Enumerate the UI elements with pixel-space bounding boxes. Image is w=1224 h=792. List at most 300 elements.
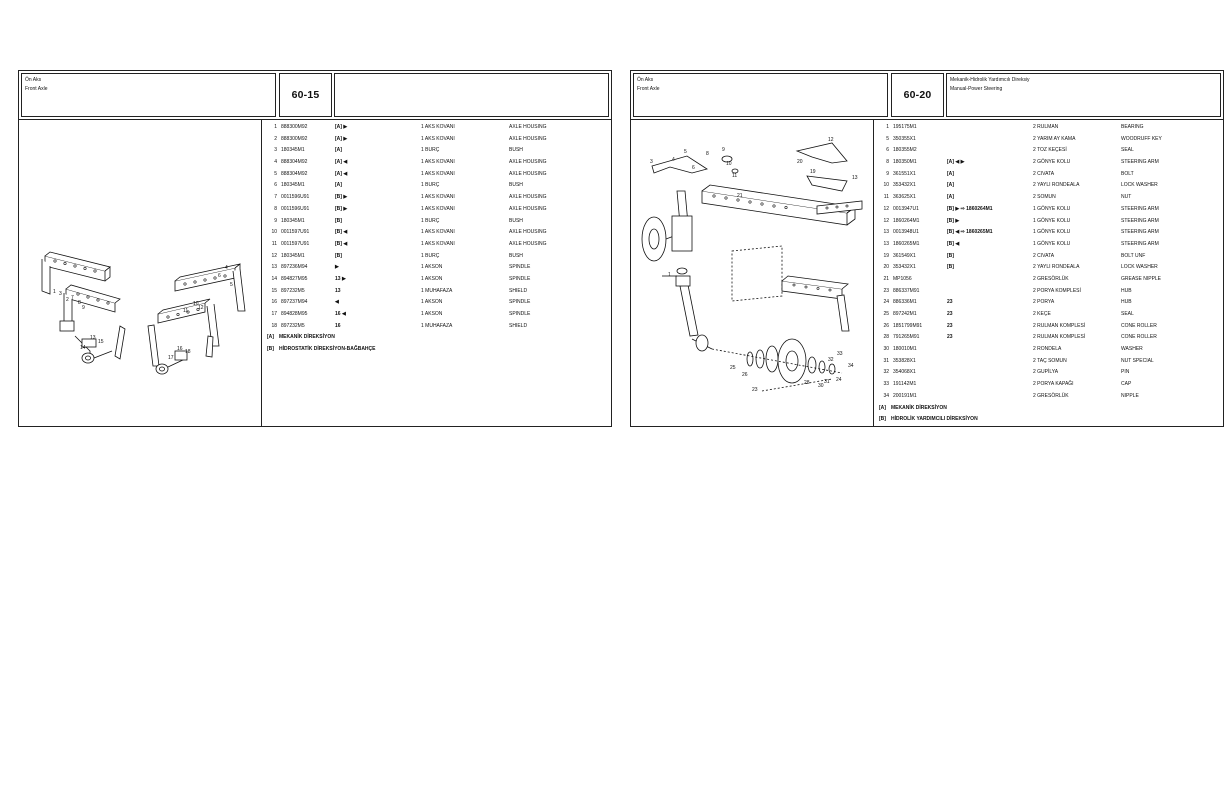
description-en: NUT SPECIAL — [1121, 357, 1154, 364]
qty-description-tr: 2 PORYA KOMPLESİ — [1033, 287, 1081, 294]
callout-18: 18 — [185, 349, 191, 355]
sheet-code-box — [891, 73, 944, 117]
model-flag: 23 — [947, 299, 953, 306]
ref-number: 5 — [886, 135, 889, 142]
parts-row — [877, 122, 1223, 134]
model-flag: [A] ◀ — [335, 170, 348, 177]
callout-6: 6 — [692, 165, 695, 171]
ref-number: 26 — [883, 322, 889, 329]
ref-number: 24 — [883, 299, 889, 306]
description-en: HUB — [1121, 287, 1132, 294]
description-en: SHIELD — [509, 287, 528, 294]
sheet-title-tr: Ön Aks — [25, 77, 42, 83]
parts-row — [877, 297, 1223, 309]
model-flag: ◀ — [335, 299, 339, 306]
parts-row — [265, 309, 611, 321]
qty-description-tr: 2 SOMUN — [1033, 194, 1056, 201]
sheet-code: 60-20 — [903, 89, 932, 101]
part-number: 886336M1 — [893, 299, 917, 306]
part-number: 0011596U91 — [281, 205, 310, 212]
part-number: 180350M1 — [893, 159, 917, 166]
parts-row — [265, 251, 611, 263]
model-flag: [B] ▶ — [335, 205, 348, 212]
description-en: WOODRUFF KEY — [1121, 135, 1162, 142]
qty-description-tr: 1 AKS KOVANI — [421, 135, 455, 142]
description-en: AXLE HOUSING — [509, 229, 547, 236]
ref-number: 20 — [883, 264, 889, 271]
part-number: 1860264M1 — [893, 217, 920, 224]
sheet-note-en: Manual-Power Steering — [950, 86, 1003, 92]
callout-25: 25 — [730, 365, 736, 371]
parts-row — [877, 367, 1223, 379]
parts-row — [877, 157, 1223, 169]
footnote-text: HİDROLİK YARDIMCILI DİREKSİYON — [891, 416, 978, 423]
model-flag: [B] — [335, 252, 342, 259]
callout-11: 11 — [732, 173, 738, 179]
qty-description-tr: 2 TOZ KEÇESİ — [1033, 147, 1067, 154]
part-number: 180010M1 — [893, 346, 917, 353]
part-number: 0013948U1 — [893, 229, 919, 236]
part-number: 200191M1 — [893, 392, 917, 399]
callout-3: 3 — [59, 291, 62, 297]
qty-description-tr: 2 RULMAN — [1033, 124, 1059, 130]
part-number: 0011596U91 — [281, 194, 310, 201]
part-number: 886337M91 — [893, 287, 920, 294]
parts-row — [265, 262, 611, 274]
model-flag: [B] — [947, 264, 954, 271]
part-number: 353432X1 — [893, 264, 916, 271]
footnote-text: MEKANİK DİREKSİYON — [891, 404, 947, 411]
footnote-key: [A] — [879, 404, 886, 411]
sheet-title-en: Front Axle — [25, 86, 48, 92]
qty-description-tr: 2 YARIM AY KAMA — [1033, 135, 1076, 142]
model-flag: 13 — [335, 287, 341, 294]
ref-number: 4 — [274, 159, 277, 166]
footnote — [877, 403, 1223, 415]
part-number: 191142M1 — [893, 381, 917, 388]
qty-description-tr: 1 AKS KOVANI — [421, 124, 455, 130]
qty-description-tr: 1 AKSON — [421, 264, 443, 271]
qty-description-tr: 2 KEÇE — [1033, 311, 1051, 317]
description-en: STEERING ARM — [1121, 229, 1159, 236]
description-en: AXLE HOUSING — [509, 194, 547, 201]
description-en: STEERING ARM — [1121, 240, 1159, 247]
model-flag: [A] ◀ — [335, 159, 348, 166]
parts-row — [877, 251, 1223, 263]
qty-description-tr: 1 AKS KOVANI — [421, 159, 455, 166]
ref-number: 5 — [274, 170, 277, 177]
callout-8: 8 — [78, 300, 81, 306]
ref-number: 21 — [883, 275, 889, 282]
part-number: 180345M1 — [281, 147, 305, 154]
parts-row — [877, 204, 1223, 216]
callout-7: 7 — [71, 295, 74, 301]
callout-23: 23 — [752, 387, 758, 393]
ref-number: 12 — [883, 217, 889, 224]
callout-10: 10 — [193, 301, 199, 307]
ref-number: 32 — [883, 369, 889, 376]
parts-row — [877, 332, 1223, 344]
callout-16: 16 — [177, 346, 183, 352]
parts-row — [265, 157, 611, 169]
sheet-title-tr: Ön Aks — [637, 77, 654, 83]
part-number: 897232M5 — [281, 287, 305, 294]
model-flag: [B] ▶ — [335, 194, 348, 201]
footnote-key: [A] — [267, 334, 274, 341]
model-flag: [A] ▶ — [335, 135, 348, 142]
model-flag: [A] — [335, 182, 342, 189]
qty-description-tr: 1 AKSON — [421, 311, 443, 317]
qty-description-tr: 2 GRESÖRLÜK — [1033, 392, 1069, 399]
parts-row — [265, 297, 611, 309]
description-en: BUSH — [509, 182, 523, 189]
description-en: SPINDLE — [509, 275, 531, 282]
qty-description-tr: 1 AKS KOVANI — [421, 205, 455, 212]
model-flag: 23 — [947, 311, 953, 317]
parts-list — [265, 122, 611, 356]
description-en: BEARING — [1121, 124, 1144, 130]
qty-description-tr: 2 PORYA KAPAĞI — [1033, 381, 1074, 388]
description-en: HUB — [1121, 299, 1132, 306]
parts-row — [877, 321, 1223, 333]
model-flag: 23 — [947, 334, 953, 341]
qty-description-tr: 1 BURÇ — [421, 252, 440, 259]
model-flag: [A] ◀ ▶ — [947, 159, 965, 166]
ref-number: 14 — [271, 275, 277, 282]
callout-12: 12 — [198, 305, 204, 311]
description-en: STEERING ARM — [1121, 159, 1159, 166]
footnote-key: [B] — [267, 346, 274, 353]
description-en: AXLE HOUSING — [509, 135, 547, 142]
parts-row — [877, 180, 1223, 192]
sheet-note-tr: Mekanik-Hidrolik Yardımcılı Direksiy — [950, 77, 1030, 83]
callout-17: 17 — [168, 355, 174, 361]
part-number: 897232M5 — [281, 322, 305, 329]
qty-description-tr: 2 CIVATA — [1033, 252, 1055, 259]
description-en: LOCK WASHER — [1121, 182, 1158, 189]
qty-description-tr: 2 RULMAN KOMPLESİ — [1033, 334, 1086, 341]
callout-12: 12 — [828, 137, 834, 143]
sheet-note-box — [946, 73, 1221, 117]
part-number: 791265M91 — [893, 334, 920, 341]
parts-row — [877, 169, 1223, 181]
qty-description-tr: 2 GRESÖRLÜK — [1033, 275, 1069, 282]
part-number: 361549X1 — [893, 252, 916, 259]
model-flag: [B] — [947, 252, 954, 259]
description-en: CONE ROLLER — [1121, 334, 1157, 341]
model-flag: [B] ▶ — [947, 217, 960, 224]
ref-number: 10 — [883, 182, 889, 189]
ref-number: 18 — [271, 322, 277, 329]
parts-row — [877, 262, 1223, 274]
description-en: AXLE HOUSING — [509, 170, 547, 177]
parts-row — [265, 274, 611, 286]
ref-number: 13 — [883, 229, 889, 236]
callout-5: 5 — [230, 282, 233, 288]
parts-row — [877, 391, 1223, 403]
parts-row — [265, 227, 611, 239]
sheet-title-box — [633, 73, 888, 117]
model-flag: 13 ▶ — [335, 275, 346, 282]
exploded-diagram-power-steering — [632, 121, 872, 426]
qty-description-tr: 2 YAYLI RONDEALA — [1033, 264, 1080, 271]
description-en: AXLE HOUSING — [509, 205, 547, 212]
qty-description-tr: 1 GÖNYE KOLU — [1033, 229, 1071, 236]
parts-row — [877, 286, 1223, 298]
callout-13: 13 — [90, 335, 96, 341]
callout-5: 5 — [684, 149, 687, 155]
description-en: NUT — [1121, 194, 1132, 201]
parts-row — [877, 379, 1223, 391]
parts-row — [265, 122, 611, 134]
description-en: NIPPLE — [1121, 392, 1139, 399]
part-number: 180345M1 — [281, 252, 305, 259]
description-en: SHIELD — [509, 322, 528, 329]
description-en: SEAL — [1121, 147, 1134, 154]
parts-row — [877, 356, 1223, 368]
part-number: 0011597U91 — [281, 240, 310, 247]
callout-31: 31 — [824, 379, 830, 385]
part-number: 0011597U91 — [281, 229, 310, 236]
ref-number: 10 — [271, 229, 277, 236]
exploded-diagram-front-axle — [20, 121, 260, 426]
ref-number: 31 — [883, 357, 889, 364]
callout-10: 10 — [726, 161, 732, 167]
qty-description-tr: 2 CIVATA — [1033, 170, 1055, 177]
qty-description-tr: 2 RULMAN KOMPLESİ — [1033, 322, 1086, 329]
description-en: BOLT — [1121, 170, 1134, 177]
qty-description-tr: 1 AKSON — [421, 275, 443, 282]
description-en: WASHER — [1121, 346, 1143, 353]
description-en: PIN — [1121, 369, 1130, 376]
part-number: 180345M1 — [281, 182, 305, 189]
sheet-title-en: Front Axle — [637, 86, 660, 92]
part-number: 354068X1 — [893, 369, 916, 376]
model-flag: [B] ◀ ⇨ 1860265M1 — [947, 229, 993, 236]
parts-row — [265, 204, 611, 216]
parts-row — [265, 192, 611, 204]
parts-row — [877, 216, 1223, 228]
ref-number: 12 — [271, 252, 277, 259]
callout-20: 20 — [797, 159, 803, 165]
model-flag: [A] — [947, 194, 954, 201]
description-en: SPINDLE — [509, 311, 531, 317]
parts-row — [877, 274, 1223, 286]
part-number: 180345M1 — [281, 217, 305, 224]
model-flag: [A] — [947, 182, 954, 189]
description-en: AXLE HOUSING — [509, 159, 547, 166]
part-number: 350355X1 — [893, 135, 916, 142]
model-flag: [B] ◀ — [335, 240, 348, 247]
ref-number: 7 — [274, 194, 277, 201]
parts-row — [265, 286, 611, 298]
ref-number: 8 — [886, 159, 889, 166]
ref-number: 8 — [274, 205, 277, 212]
callout-32: 32 — [828, 357, 834, 363]
sheet-note-box — [334, 73, 609, 117]
qty-description-tr: 2 GUPİLYA — [1033, 369, 1059, 376]
qty-description-tr: 2 RONDELA — [1033, 346, 1062, 353]
description-en: CAP — [1121, 381, 1132, 388]
ref-number: 16 — [271, 299, 277, 306]
description-en: CONE ROLLER — [1121, 322, 1157, 329]
model-flag: [B] — [335, 217, 342, 224]
part-number: 897236M94 — [281, 264, 308, 271]
model-flag: 16 ◀ — [335, 311, 346, 317]
part-number: 363625X1 — [893, 194, 916, 201]
description-en: STEERING ARM — [1121, 205, 1159, 212]
ref-number: 17 — [271, 311, 277, 317]
qty-description-tr: 2 YAYLI RONDEALA — [1033, 182, 1080, 189]
callout-4: 4 — [225, 265, 228, 271]
parts-row — [877, 309, 1223, 321]
qty-description-tr: 1 AKS KOVANI — [421, 170, 455, 177]
model-flag: ▶ — [335, 264, 339, 271]
ref-number: 2 — [274, 135, 277, 142]
description-en: BUSH — [509, 252, 523, 259]
footnote — [265, 332, 611, 344]
description-en: SEAL — [1121, 311, 1134, 317]
parts-row — [877, 145, 1223, 157]
description-en: AXLE HOUSING — [509, 240, 547, 247]
callout-28: 28 — [804, 380, 810, 386]
parts-row — [877, 239, 1223, 251]
description-en: SPINDLE — [509, 299, 531, 306]
parts-sheet-60-15 — [18, 70, 612, 427]
part-number: 897237M94 — [281, 299, 308, 306]
part-number: 888300M92 — [281, 124, 308, 130]
sheet-code-box — [279, 73, 332, 117]
ref-number: 30 — [883, 346, 889, 353]
part-number: 897242M1 — [893, 311, 917, 317]
model-flag: [A] — [335, 147, 342, 154]
qty-description-tr: 1 AKS KOVANI — [421, 240, 455, 247]
ref-number: 28 — [883, 334, 889, 341]
model-flag: [B] ◀ — [947, 240, 960, 247]
model-flag: [A] — [947, 170, 954, 177]
callout-34: 34 — [848, 363, 854, 369]
qty-description-tr: 1 AKS KOVANI — [421, 229, 455, 236]
callout-24: 24 — [836, 377, 842, 383]
callout-6: 6 — [218, 273, 221, 279]
part-number: 0013947U1 — [893, 205, 919, 212]
ref-number: 1 — [274, 124, 277, 130]
ref-number: 13 — [271, 264, 277, 271]
callout-15: 15 — [98, 339, 104, 345]
callout-11: 11 — [183, 308, 189, 314]
parts-row — [877, 227, 1223, 239]
description-en: LOCK WASHER — [1121, 264, 1158, 271]
ref-number: 25 — [883, 311, 889, 317]
part-number: 195175M1 — [893, 124, 917, 130]
ref-number: 13 — [883, 240, 889, 247]
callout-19: 19 — [810, 169, 816, 175]
part-number: 1860265M1 — [893, 240, 920, 247]
ref-number: 34 — [883, 392, 889, 399]
description-en: BUSH — [509, 147, 523, 154]
ref-number: 11 — [883, 194, 889, 201]
part-number: 361551X1 — [893, 170, 916, 177]
part-number: 180355M2 — [893, 147, 917, 154]
parts-list — [877, 122, 1223, 426]
callout-3: 3 — [650, 159, 653, 165]
qty-description-tr: 2 TAÇ SOMUN — [1033, 357, 1067, 364]
model-flag: [B] ▶ ⇨ 1860264M1 — [947, 205, 993, 212]
sheet-title-box — [21, 73, 276, 117]
callout-21: 21 — [737, 193, 743, 199]
qty-description-tr: 1 GÖNYE KOLU — [1033, 205, 1071, 212]
qty-description-tr: 1 AKS KOVANI — [421, 194, 455, 201]
qty-description-tr: 2 GÖNYE KOLU — [1033, 159, 1071, 166]
callout-4: 4 — [672, 157, 675, 163]
description-en: BUSH — [509, 217, 523, 224]
description-en: AXLE HOUSING — [509, 124, 547, 130]
parts-row — [265, 134, 611, 146]
parts-row — [877, 134, 1223, 146]
part-number: 353828X1 — [893, 357, 916, 364]
parts-row — [265, 239, 611, 251]
ref-number: 6 — [274, 182, 277, 189]
part-number: 894827M95 — [281, 275, 308, 282]
qty-description-tr: 1 MUHAFAZA — [421, 287, 453, 294]
ref-number: 9 — [886, 170, 889, 177]
qty-description-tr: 1 BURÇ — [421, 147, 440, 154]
qty-description-tr: 1 BURÇ — [421, 217, 440, 224]
callout-2: 2 — [66, 297, 69, 303]
description-en: BOLT UNF — [1121, 252, 1146, 259]
ref-number: 6 — [886, 147, 889, 154]
callout-9: 9 — [82, 305, 85, 311]
callout-1: 1 — [668, 272, 671, 278]
qty-description-tr: 1 MUHAFAZA — [421, 322, 453, 329]
qty-description-tr: 1 AKSON — [421, 299, 443, 306]
part-number: MP1056 — [893, 275, 912, 282]
callout-14: 14 — [80, 345, 86, 351]
model-flag: [B] ◀ — [335, 229, 348, 236]
ref-number: 11 — [271, 240, 277, 247]
parts-row — [265, 169, 611, 181]
footnote — [877, 414, 1223, 426]
ref-number: 33 — [883, 381, 889, 388]
footnote-key: [B] — [879, 416, 886, 423]
callout-1: 1 — [53, 289, 56, 295]
qty-description-tr: 2 PORYA — [1033, 299, 1055, 306]
part-number: 888304M92 — [281, 170, 308, 177]
part-number: 888304M92 — [281, 159, 308, 166]
sheet-code: 60-15 — [291, 89, 320, 101]
model-flag: [A] ▶ — [335, 124, 348, 130]
parts-row — [265, 180, 611, 192]
description-en: SPINDLE — [509, 264, 531, 271]
callout-8: 8 — [706, 151, 709, 157]
footnote — [265, 344, 611, 356]
parts-row — [877, 344, 1223, 356]
qty-description-tr: 1 GÖNYE KOLU — [1033, 240, 1071, 247]
part-number: 894828M95 — [281, 311, 308, 317]
qty-description-tr: 1 GÖNYE KOLU — [1033, 217, 1071, 224]
parts-sheet-60-20 — [630, 70, 1224, 427]
qty-description-tr: 1 BURÇ — [421, 182, 440, 189]
ref-number: 15 — [271, 287, 277, 294]
parts-row — [265, 321, 611, 333]
callout-26: 26 — [742, 372, 748, 378]
footnote-text: HİDROSTATİK DİREKSİYON-BAĞBAHÇE — [279, 346, 376, 353]
description-en: STEERING ARM — [1121, 217, 1159, 224]
part-number: 888300M92 — [281, 135, 308, 142]
callout-9: 9 — [722, 147, 725, 153]
ref-number: 1 — [886, 124, 889, 130]
footnote-text: MEKANİK DİREKSİYON — [279, 334, 335, 341]
